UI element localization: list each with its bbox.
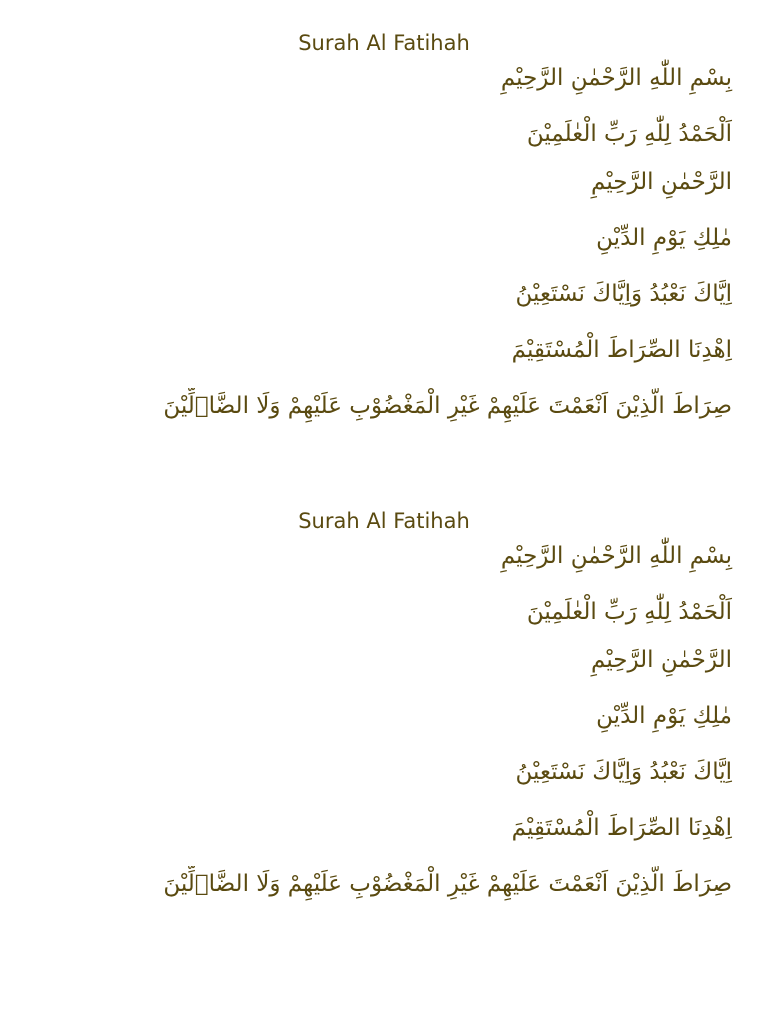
verse-7: صِرَاطَ الَّذِيْنَ اَنْعَمْتَ عَلَيْهِمْ غَيْرِ الْمَغْضُوْبِ عَلَيْهِمْ وَلَا الضَّاۤلِّيْنَ — [163, 393, 732, 419]
verse-5: اِيَّاكَ نَعْبُدُ وَاِيَّاكَ نَسْتَعِيْنُ — [515, 281, 732, 307]
verse-7: صِرَاطَ الَّذِيْنَ اَنْعَمْتَ عَلَيْهِمْ غَيْرِ الْمَغْضُوْبِ عَلَيْهِمْ وَلَا الضَّاۤلِّيْنَ — [163, 871, 732, 897]
surah-title: Surah Al Fatihah — [298, 509, 470, 533]
verse-5: اِيَّاكَ نَعْبُدُ وَاِيَّاكَ نَسْتَعِيْنُ — [515, 759, 732, 785]
verse-6: اِهْدِنَا الصِّرَاطَ الْمُسْتَقِيْمَ — [511, 815, 732, 841]
verse-4: مٰلِكِ يَوْمِ الدِّيْنِ — [596, 703, 732, 729]
verse-6: اِهْدِنَا الصِّرَاطَ الْمُسْتَقِيْمَ — [511, 337, 732, 363]
verse-1: بِسْمِ اللّٰهِ الرَّحْمٰنِ الرَّحِيْمِ — [500, 65, 732, 91]
surah-title: Surah Al Fatihah — [298, 31, 470, 55]
verse-2: اَلْحَمْدُ لِلّٰهِ رَبِّ الْعٰلَمِيْنَ — [526, 121, 732, 147]
verse-3: الرَّحْمٰنِ الرَّحِيْمِ — [591, 169, 732, 195]
verse-1: بِسْمِ اللّٰهِ الرَّحْمٰنِ الرَّحِيْمِ — [500, 543, 732, 569]
verse-2: اَلْحَمْدُ لِلّٰهِ رَبِّ الْعٰلَمِيْنَ — [526, 599, 732, 625]
verse-4: مٰلِكِ يَوْمِ الدِّيْنِ — [596, 225, 732, 251]
verse-3: الرَّحْمٰنِ الرَّحِيْمِ — [591, 647, 732, 673]
